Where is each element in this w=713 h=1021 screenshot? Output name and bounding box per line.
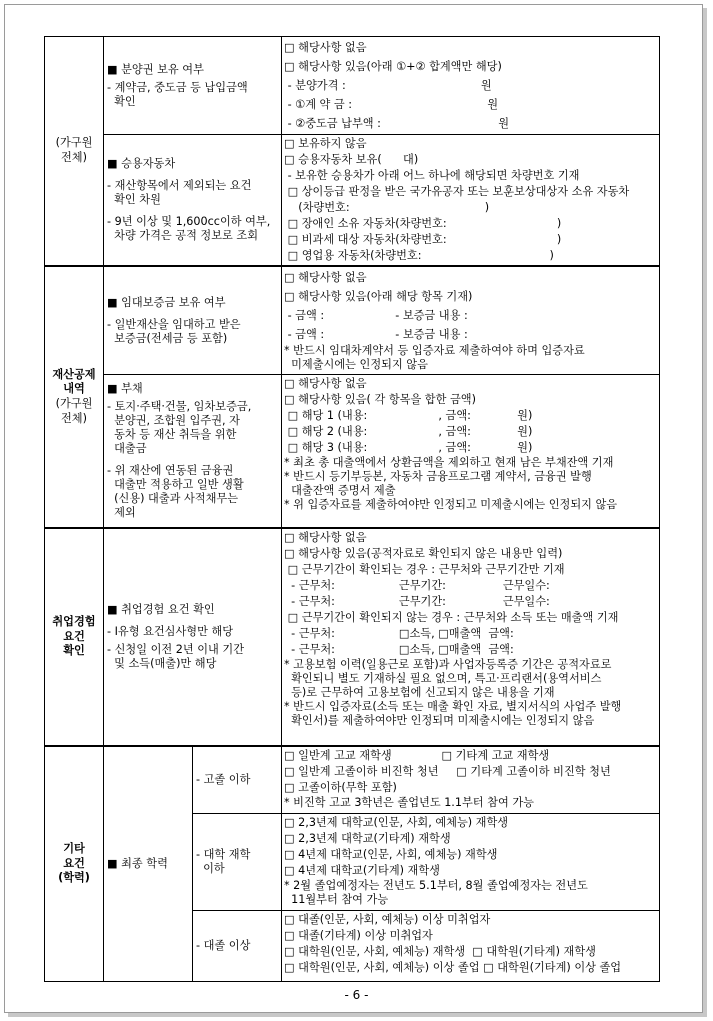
checkbox-option[interactable]: □ 해당사항 있음(아래 ①+② 합계액만 해당) (284, 60, 502, 73)
checkbox-option[interactable]: □ 해당사항 있음(아래 해당 항목 기재) (284, 290, 473, 303)
checkbox-option[interactable]: □ 해당사항 없음 (284, 41, 367, 54)
options-college-graduate[interactable] (282, 911, 660, 982)
page-number: - 6 - (344, 988, 369, 1002)
checkbox-option[interactable]: □ 해당 1 (내용: , 금액: 원) (284, 409, 533, 422)
eligibility-form-table (44, 36, 660, 982)
checkbox-option[interactable]: □ 해당사항 없음 (284, 271, 367, 284)
amount-field[interactable]: - ①계 약 금 : 원 (284, 98, 498, 111)
amount-field[interactable]: - 금액 : - 보증금 내용 : (284, 328, 468, 341)
table-row (45, 135, 660, 267)
options-college-enrolled[interactable]: □ 2,3년제 대학교(인문, 사회, 예체능) 재학생 □ 2,3년제 대학교(기타계) 재학생 □ 4년제 대학교(인문, 사회, 예체능) 재학생 □ 4년제 대학교(기타계) 재학생 * 2월 졸업예정자는 전년도 5.1부터, 8월 졸업예정자는 전년도 11월부터 참여 가능 (282, 814, 660, 911)
checkbox-option[interactable]: □ 대학원(인문, 사회, 예체능) 재학생 □ 대학원(기타계) 재학생 (284, 945, 596, 958)
workplace-field[interactable]: - 근무처: □소득, □매출액 금액: (284, 643, 514, 656)
item-lease-deposit: ■ 임대보증금 보유 여부 - 일반재산을 임대하고 받은 보증금(전세금 등 포함) (104, 266, 282, 375)
group-label: - 대학 재학 이하 (193, 814, 282, 911)
checkbox-option[interactable]: □ 해당사항 있음( 각 항목을 합한 금액) (284, 393, 476, 406)
checkbox-option[interactable]: □ 근무기간이 확인되지 않는 경우 : 근무처와 소득 또는 매출액 기재 (284, 611, 619, 624)
category-household-all: (가구원 전체) (45, 37, 104, 267)
amount-field[interactable]: - 분양가격 : 원 (284, 79, 492, 92)
item-heading: ■ 임대보증금 보유 여부 (107, 295, 226, 309)
group-label: - 대졸 이상 (193, 911, 282, 982)
table-row (45, 37, 660, 135)
group-label: - 고졸 이하 (193, 746, 282, 814)
checkbox-option[interactable]: □ 일반계 고교 재학생 □ 기타계 고교 재학생 (284, 749, 550, 762)
item-final-education (104, 746, 193, 982)
item-heading: ■ 최종 학력 (107, 857, 168, 870)
options-lease-deposit[interactable]: □ 해당사항 없음 □ 해당사항 있음(아래 해당 항목 기재) - 금액 : - 보증금 내용 : - 금액 : - 보증금 내용 : * 반드시 임대차계약서 등 입증자료 제출하여야 하며 입증자료 미제출시에는 인정되지 않음 (282, 266, 660, 375)
checkbox-option[interactable]: □ 영업용 자동차(차량번호: ) (284, 249, 554, 262)
category-asset-deduction: 재산공제 내역 (가구원 전체) (45, 266, 104, 528)
checkbox-option[interactable]: □ 대졸(기타계) 이상 미취업자 (284, 929, 433, 942)
amount-field[interactable]: - ②중도금 납부액 : 원 (284, 117, 510, 130)
item-heading: ■ 승용자동차 (107, 157, 176, 170)
checkbox-option[interactable]: □ 보유하지 않음 (284, 137, 367, 150)
table-row (45, 528, 660, 746)
checkbox-option[interactable]: □ 2,3년제 대학교(기타계) 재학생 (284, 832, 451, 845)
checkbox-option[interactable]: □ 근무기간이 확인되는 경우 : 근무처와 근무기간만 기재 (284, 563, 565, 576)
vehicle-number-field[interactable]: (차량번호: ) (284, 201, 490, 214)
options-debt[interactable]: □ 해당사항 없음 □ 해당사항 있음( 각 항목을 합한 금액) □ 해당 1 (내용: , 금액: 원) □ 해당 2 (내용: , 금액: 원) □ 해당 3 (내용: , 금액: 원) * 최초 총 대출액에서 상환금액을 제외하고 현재 남은 부채잔액 기재 * 반드시 등기부등본, 자동차 금융프로그램 계약서, 금융권 발행 대출잔액 증명서 제출 * 위 입증자료를 제출하여야만 인정되고 미제출시에는 인정되지 않음 (282, 375, 660, 529)
table-row (45, 266, 660, 375)
checkbox-option[interactable]: □ 대학원(인문, 사회, 예체능) 이상 졸업 □ 대학원(기타계) 이상 졸업 (284, 961, 622, 974)
item-passenger-car: ■ 승용자동차 - 재산항목에서 제외되는 요건 확인 차원 - 9년 이상 및 1,600cc이하 여부, 차량 가격은 공적 정보로 조회 (104, 135, 282, 267)
checkbox-option[interactable]: □ 승용자동차 보유( 대) (284, 153, 419, 166)
table-row (45, 746, 660, 814)
checkbox-option[interactable]: □ 비과세 대상 자동차(차량번호: ) (284, 233, 562, 246)
checkbox-option[interactable]: □ 대졸(인문, 사회, 예체능) 이상 미취업자 (284, 913, 491, 926)
workplace-field[interactable]: - 근무처: 근무기간: 근무일수: (284, 595, 550, 608)
checkbox-option[interactable]: □ 해당사항 없음 (284, 531, 367, 544)
workplace-field[interactable]: - 근무처: □소득, □매출액 금액: (284, 627, 514, 640)
category-education: 기타 요건 (학력) (45, 746, 104, 982)
options-work-experience[interactable]: □ 해당사항 없음 □ 해당사항 있음(공적자료로 확인되지 않은 내용만 입력) □ 근무기간이 확인되는 경우 : 근무처와 근무기간만 기재 - 근무처: 근무기간: 근무일수: - 근무처: 근무기간: 근무일수: □ 근무기간이 확인되지 않는 경우 : 근무처와 소득 또는 매출액 기재 - 근무처: □소득, □매출액 금액: - 근무처: □소득, □매출액 금액: * 고용보험 이력(일용근로 포함)과 사업자등록증 기간은 공적자료로 확인되니 별도 기재하실 필요 없으며, 특고·프리랜서(용역서비스 등)로 근무하여 고용보험에 신고되지 않은 내용을 기재 * 반드시 입증자료(소득 또는 매출 확인 자료, 별지서식의 사업주 발행 확인서)를 제출하여야만 인정되며 미제출시에는 인정되지 않음 (282, 528, 660, 746)
checkbox-option[interactable]: □ 해당사항 있음(공적자료로 확인되지 않은 내용만 입력) (284, 547, 563, 560)
item-presale-rights: ■ 분양권 보유 여부 - 계약금, 중도금 등 납입금액 확인 (104, 37, 282, 135)
item-work-experience: ■ 취업경험 요건 확인 - Ⅰ유형 요건심사형만 해당 - 신청일 이전 2년 이내 기간 및 소득(매출)만 해당 (104, 528, 282, 746)
checkbox-option[interactable]: □ 상이등급 판정을 받은 국가유공자 또는 보훈보상대상자 소유 자동차 (284, 185, 630, 198)
item-debt: ■ 부채 - 토지·주택·건물, 임차보증금, 분양권, 조합원 입주권, 자 동차 등 재산 취득을 위한 대출금 - 위 재산에 연동된 금융권 대출만 적용하고 일반 생활 (신용) 대출과 사적채무는 제외 (104, 375, 282, 529)
checkbox-option[interactable]: □ 해당 3 (내용: , 금액: 원) (284, 441, 533, 454)
checkbox-option[interactable]: □ 4년제 대학교(기타계) 재학생 (284, 864, 440, 877)
options-presale-rights[interactable] (282, 37, 660, 135)
workplace-field[interactable]: - 근무처: 근무기간: 근무일수: (284, 579, 550, 592)
category-work-experience: 취업경험 요건 확인 (45, 528, 104, 746)
table-row (45, 375, 660, 529)
checkbox-option[interactable]: □ 장애인 소유 자동차(차량번호: ) (284, 217, 562, 230)
checkbox-option[interactable]: □ 2,3년제 대학교(인문, 사회, 예체능) 재학생 (284, 816, 509, 829)
options-passenger-car[interactable]: □ 보유하지 않음 □ 승용자동차 보유( 대) - 보유한 승용차가 아래 어느 하나에 해당되면 차량번호 기재 □ 상이등급 판정을 받은 국가유공자 또는 보훈보상대상자 소유 자동차 (차량번호: ) □ 장애인 소유 자동차(차량번호: ) □ 비과세 대상 자동차(차량번호: ) □ 영업용 자동차(차량번호: ) (282, 135, 660, 267)
checkbox-option[interactable]: □ 일반계 고졸이하 비진학 청년 □ 기타계 고졸이하 비진학 청년 (284, 765, 611, 778)
checkbox-option[interactable]: □ 해당 2 (내용: , 금액: 원) (284, 425, 533, 438)
checkbox-option[interactable]: □ 해당사항 없음 (284, 377, 367, 390)
item-heading: ■ 부채 (107, 382, 143, 395)
checkbox-option[interactable]: □ 4년제 대학교(인문, 사회, 예체능) 재학생 (284, 848, 498, 861)
item-heading: ■ 취업경험 요건 확인 (107, 603, 215, 616)
item-heading: ■ 분양권 보유 여부 (107, 62, 204, 76)
options-high-school[interactable]: □ 일반계 고교 재학생 □ 기타계 고교 재학생 □ 일반계 고졸이하 비진학 청년 □ 기타계 고졸이하 비진학 청년 □ 고졸이하(무학 포함) * 비진학 고교 3학년은 졸업년도 1.1부터 참여 가능 (282, 746, 660, 814)
checkbox-option[interactable]: □ 고졸이하(무학 포함) (284, 781, 397, 794)
amount-field[interactable]: - 금액 : - 보증금 내용 : (284, 309, 468, 322)
